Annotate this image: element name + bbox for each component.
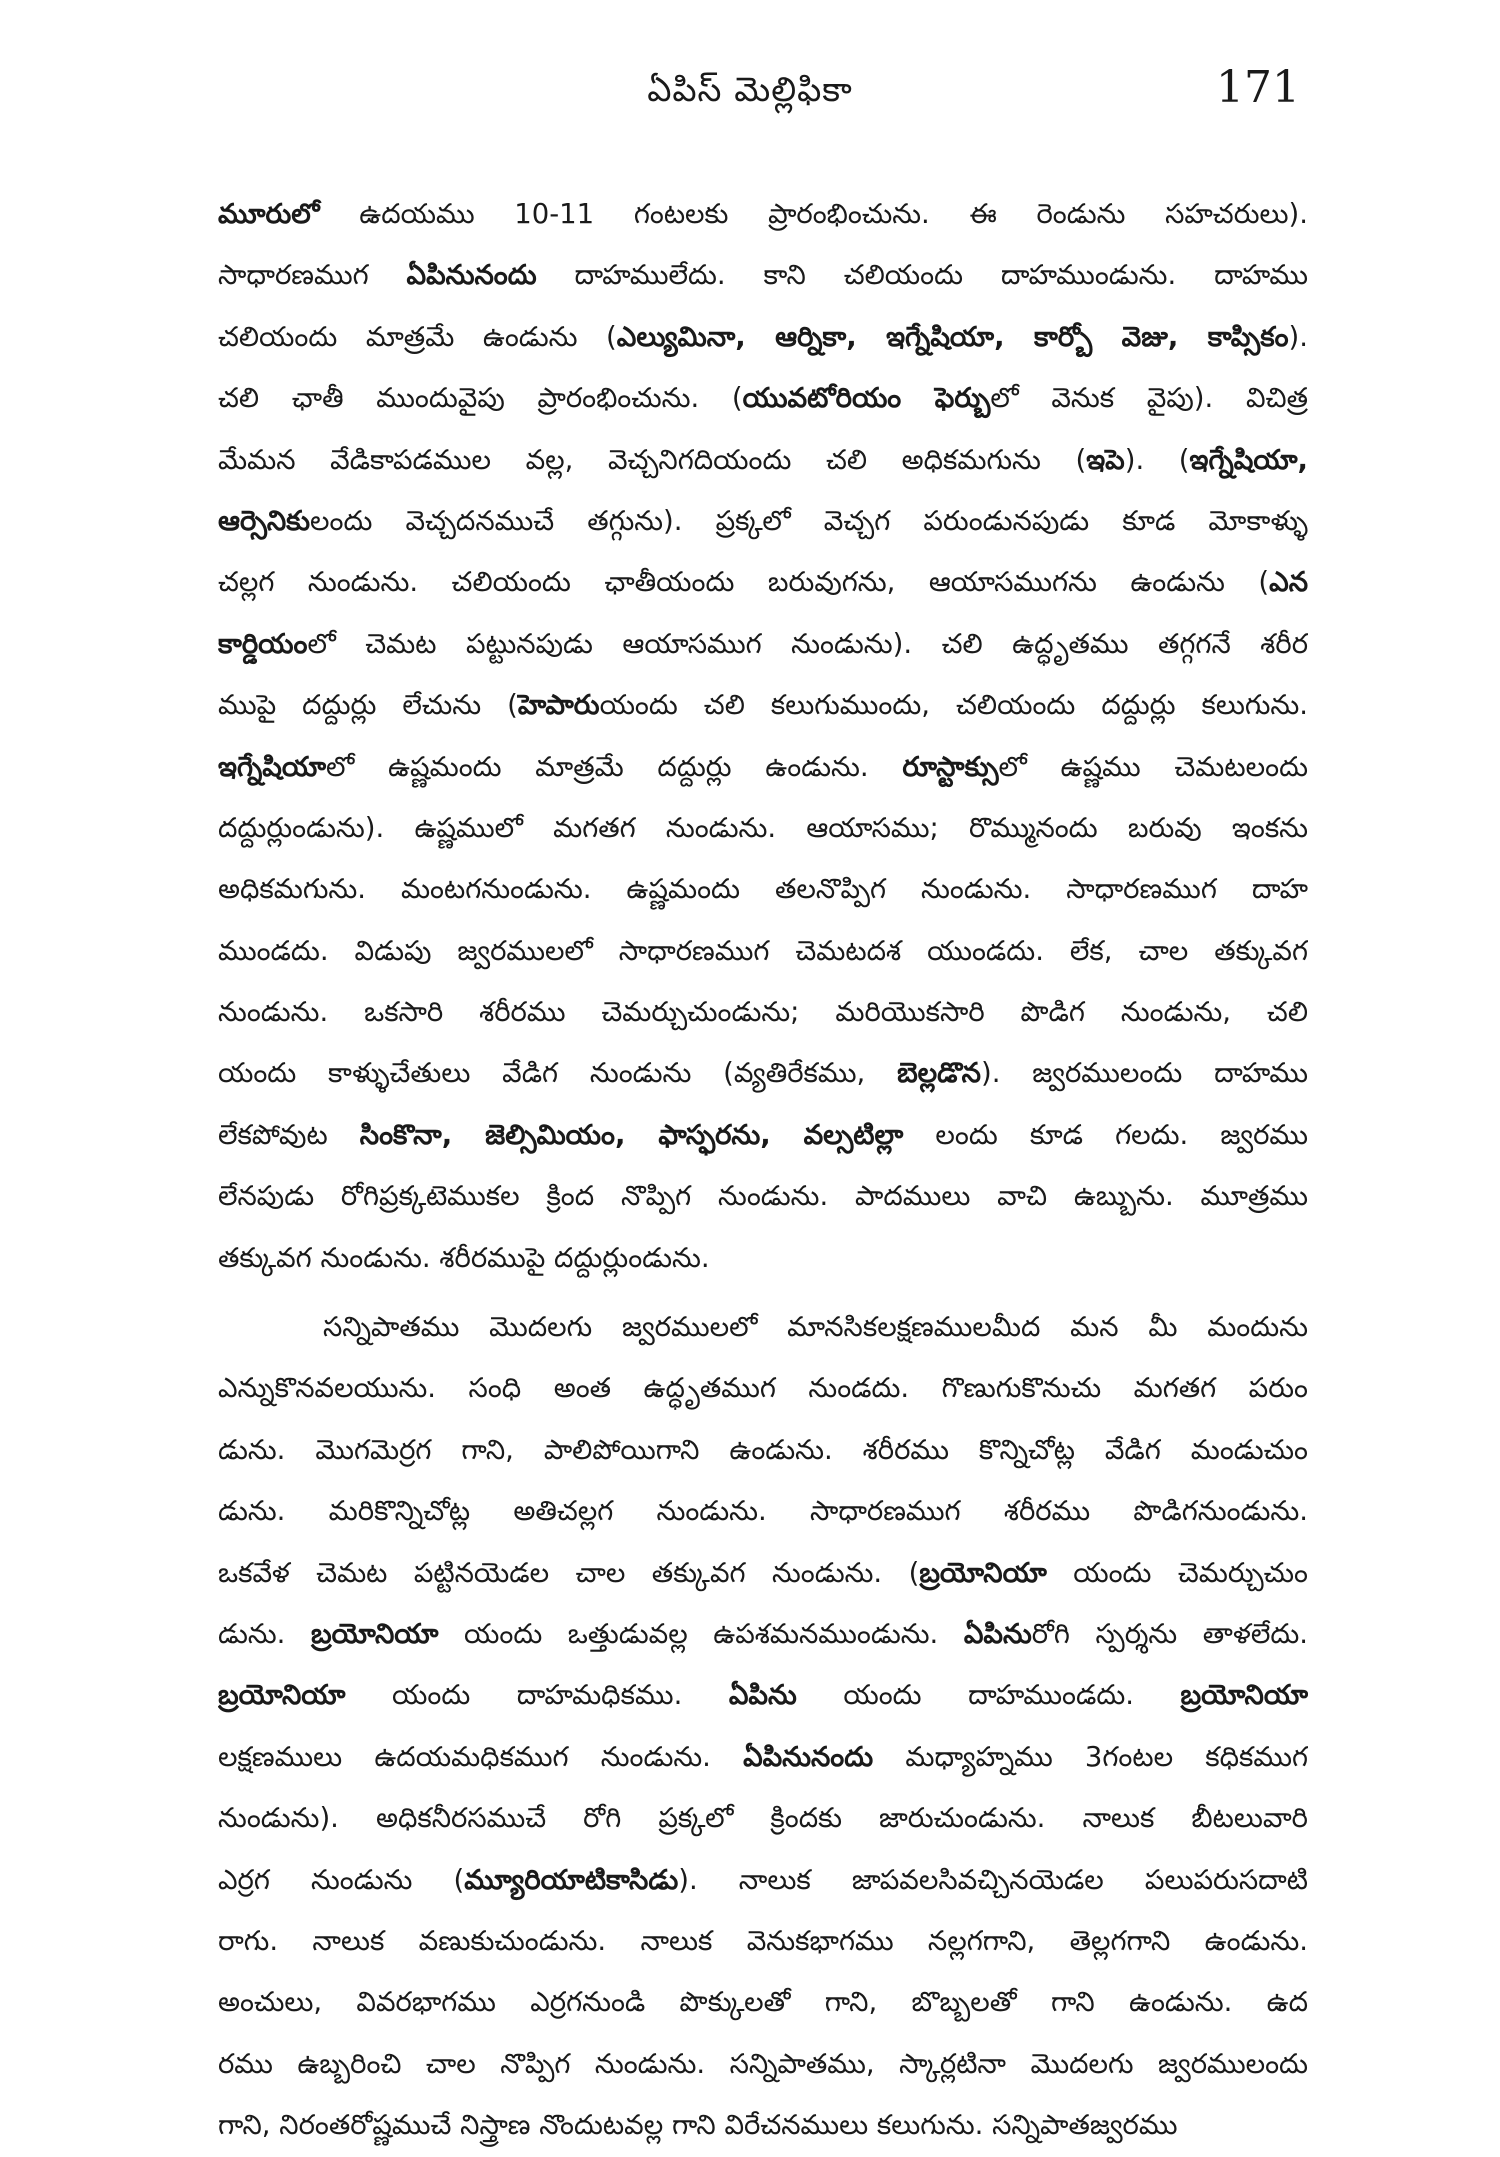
text-line bbox=[218, 2095, 1308, 2156]
body-text bbox=[218, 184, 1308, 2157]
text-line bbox=[218, 982, 1308, 1043]
bold-remedy-text: ఆర్సెనికు bbox=[218, 504, 311, 537]
bold-remedy-text: బ్రయోనియా bbox=[1180, 1679, 1308, 1712]
text-line bbox=[218, 1166, 1308, 1227]
text-line bbox=[218, 552, 1308, 613]
text-line bbox=[218, 1543, 1308, 1604]
page-title: ఏపిస్ మెల్లిఫికా bbox=[647, 70, 853, 110]
text-run: గాని, నిరంతరోష్ణముచే నిస్త్రాణ నొందుటవల్ల గాని విరేచనములు కలుగును. సన్నిపాతజ్వరము bbox=[218, 2109, 1178, 2142]
text-run: దాహములేదు. కాని చలియందు దాహముండును. దాహము bbox=[536, 259, 1308, 292]
text-run: యందు చలి కలుగుముందు, చలియందు దద్దుర్లు కలుగును. bbox=[599, 689, 1308, 722]
bold-remedy-text: ఎల్యుమినా, ఆర్నికా, ఇగ్నేషియా, కార్బో వెజు, కాప్సికం bbox=[616, 320, 1289, 353]
text-run: అధికమగును. మంటగనుండును. ఉష్ణమందు తలనొప్పిగ నుండును. సాధారణముగ దాహ bbox=[218, 873, 1308, 906]
text-run: చలియందు మాత్రమే ఉండును ( bbox=[218, 320, 617, 353]
text-run: దద్దుర్లుండును). ఉష్ణములో మగతగ నుండును. ఆయాసము; రొమ్మునందు బరువు ఇంకను bbox=[218, 811, 1308, 844]
text-line bbox=[218, 1788, 1308, 1849]
page-number: 171 bbox=[1216, 62, 1300, 113]
text-line bbox=[218, 1297, 1308, 1358]
text-line bbox=[218, 1105, 1308, 1166]
text-line bbox=[218, 737, 1308, 798]
running-head bbox=[0, 62, 1500, 122]
text-line bbox=[218, 675, 1308, 736]
bold-remedy-text: హెపారు bbox=[517, 689, 600, 722]
text-run: ఉదయము 10-11 గంటలకు ప్రారంభించును. ఈ రెండును సహచరులు). bbox=[319, 198, 1308, 230]
text-run: తక్కువగ నుండును. శరీరముపై దద్దుర్లుండును. bbox=[218, 1241, 710, 1274]
bold-remedy-text: ఇగ్నేషియా, bbox=[1189, 443, 1308, 476]
bold-remedy-text: ఏపిను bbox=[728, 1679, 797, 1712]
bold-remedy-text: ఏపిను bbox=[963, 1617, 1032, 1650]
bold-remedy-text: కార్డియం bbox=[218, 627, 308, 660]
bold-remedy-text: బెల్లడొన bbox=[897, 1057, 981, 1090]
text-line bbox=[218, 921, 1308, 982]
text-run: ఎర్రగ నుండును ( bbox=[218, 1863, 465, 1896]
text-line bbox=[218, 614, 1308, 675]
text-line bbox=[218, 430, 1308, 491]
text-line bbox=[218, 1911, 1308, 1972]
text-line bbox=[218, 2034, 1308, 2095]
text-line bbox=[218, 1972, 1308, 2033]
text-run: లందు కూడ గలదు. జ్వరము bbox=[903, 1118, 1308, 1151]
text-run: డును. మొగమెర్రగ గాని, పాలిపోయిగాని ఉండును. శరీరము కొన్నిచోట్ల వేడిగ మండుచుం bbox=[218, 1433, 1308, 1466]
text-run: లో చెమట పట్టునపుడు ఆయాసముగ నుండును). చలి ఉద్ధృతము తగ్గగనే శరీర bbox=[307, 627, 1308, 660]
bold-remedy-text: బ్రయోనియా bbox=[919, 1556, 1047, 1589]
text-run: లో ఉష్ణము చెమటలందు bbox=[998, 750, 1308, 783]
text-run: డును. మరికొన్నిచోట్ల అతిచల్లగ నుండును. సాధారణముగ శరీరము పొడిగనుండును. bbox=[218, 1495, 1308, 1528]
text-run: లో వెనుక వైపు). విచిత్ర bbox=[990, 382, 1308, 415]
text-run: మధ్యాహ్నము 3గంటల కధికముగ bbox=[873, 1740, 1308, 1773]
bold-remedy-text: రూస్టాక్సు bbox=[902, 750, 999, 783]
text-run: ). జ్వరములందు దాహము bbox=[981, 1057, 1308, 1090]
text-run: లక్షణములు ఉదయమధికముగ నుండును. bbox=[218, 1740, 744, 1773]
text-line bbox=[218, 1665, 1308, 1726]
text-line bbox=[218, 1604, 1308, 1665]
bold-remedy-text: మూరులో bbox=[218, 198, 320, 230]
text-line bbox=[218, 1727, 1308, 1788]
text-run: రాగు. నాలుక వణుకుచుండును. నాలుక వెనుకభాగము నల్లగగాని, తెల్లగగాని ఉండును. bbox=[218, 1924, 1308, 1957]
text-run: సన్నిపాతము మొదలగు జ్వరములలో మానసికలక్షణములమీద మన మీ మందును bbox=[323, 1311, 1308, 1344]
text-run: లేనపుడు రోగిప్రక్కటెముకల క్రింద నొప్పిగ నుండును. పాదములు వాచి ఉబ్బును. మూత్రము bbox=[218, 1180, 1308, 1213]
text-line bbox=[218, 307, 1308, 368]
text-run: డును. bbox=[218, 1617, 311, 1650]
text-run: ఒకవేళ చెమట పట్టినయెడల చాల తక్కువగ నుండును. ( bbox=[218, 1556, 920, 1589]
text-run: యందు చెమర్చుచుం bbox=[1046, 1556, 1308, 1589]
text-line bbox=[218, 491, 1308, 552]
text-run: ముండదు. విడుపు జ్వరములలో సాధారణముగ చెమటదశ యుండదు. లేక, చాల తక్కువగ bbox=[218, 934, 1308, 967]
text-line bbox=[218, 1850, 1308, 1911]
text-run: ). నాలుక జాపవలసివచ్చినయెడల పలుపరుసదాటి bbox=[678, 1863, 1308, 1896]
bold-remedy-text: సింకొనా, జెల్సిమియం, ఫాస్ఫరను, వల్సటిల్లా bbox=[359, 1118, 904, 1151]
text-run: ). bbox=[1288, 320, 1308, 353]
text-run: రోగి స్పర్శను తాళలేదు. bbox=[1031, 1617, 1308, 1650]
bold-remedy-text: బ్రయోనియా bbox=[310, 1617, 439, 1650]
text-run: యందు దాహముండదు. bbox=[796, 1679, 1181, 1712]
text-run: ముపై దద్దుర్లు లేచును ( bbox=[218, 689, 518, 722]
text-line bbox=[218, 184, 1308, 245]
text-line bbox=[218, 1420, 1308, 1481]
bold-remedy-text: ఎన bbox=[1269, 566, 1308, 599]
text-run: లో ఉష్ణమందు మాత్రమే దద్దుర్లు ఉండును. bbox=[326, 750, 903, 783]
text-line bbox=[218, 1228, 1308, 1289]
text-line bbox=[218, 859, 1308, 920]
text-line bbox=[218, 245, 1308, 306]
text-line bbox=[218, 1043, 1308, 1104]
bold-remedy-text: ఏపినునందు bbox=[406, 259, 537, 292]
text-run: మేమన వేడికాపడముల వల్ల, వెచ్చనిగదియందు చలి అధికమగును ( bbox=[218, 443, 1087, 476]
text-run: రము ఉబ్బరించి చాల నొప్పిగ నుండును. సన్నిపాతము, స్కార్లటినా మొదలగు జ్వరములందు bbox=[218, 2047, 1308, 2080]
text-run: నుండును. ఒకసారి శరీరము చెమర్చుచుండును; మరియొకసారి పొడిగ నుండును, చలి bbox=[218, 996, 1308, 1029]
text-line bbox=[218, 798, 1308, 859]
text-run: నుండును). అధికనీరసముచే రోగి ప్రక్కలో క్రిందకు జారుచుండును. నాలుక బీటలువారి bbox=[218, 1802, 1308, 1835]
text-run: చల్లగ నుండును. చలియందు ఛాతీయందు బరువుగను, ఆయాసముగను ఉండును ( bbox=[218, 566, 1270, 599]
text-run: సాధారణముగ bbox=[218, 259, 407, 292]
text-run: లేకపోవుట bbox=[218, 1118, 360, 1151]
text-run: యందు దాహమధికము. bbox=[345, 1679, 729, 1712]
text-line bbox=[218, 368, 1308, 429]
text-run: అంచులు, వివరభాగము ఎర్రగనుండి పొక్కులతో గాని, బొబ్బలతో గాని ఉండును. ఉద bbox=[218, 1986, 1308, 2019]
text-run: చలి ఛాతీ ముందువైపు ప్రారంభించును. ( bbox=[218, 382, 743, 415]
bold-remedy-text: ఏపినునందు bbox=[743, 1740, 874, 1773]
text-run: యందు కాళ్ళుచేతులు వేడిగ నుండును (వ్యతిరేకము, bbox=[218, 1057, 898, 1090]
bold-remedy-text: ఇగ్నేషియా bbox=[218, 750, 327, 783]
bold-remedy-text: యువటోరియం ఫెర్బు bbox=[742, 382, 991, 415]
bold-remedy-text: బ్రయోనియా bbox=[218, 1679, 346, 1712]
text-line bbox=[218, 1481, 1308, 1542]
text-line bbox=[218, 1358, 1308, 1419]
bold-remedy-text: మ్యూరియాటికాసిడు bbox=[464, 1863, 679, 1896]
bold-remedy-text: ఇపె bbox=[1086, 443, 1125, 476]
text-run: యందు ఒత్తుడువల్ల ఉపశమనముండును. bbox=[438, 1617, 964, 1650]
text-run: ఎన్నుకొనవలయును. సంధి అంత ఉద్ధృతముగ నుండదు. గొణుగుకొనుచు మగతగ పరుం bbox=[218, 1372, 1308, 1405]
text-run: లందు వెచ్చదనముచే తగ్గును). ప్రక్కలో వెచ్చగ పరుండునపుడు కూడ మోకాళ్ళు bbox=[310, 504, 1308, 537]
text-run: ). ( bbox=[1124, 443, 1190, 476]
